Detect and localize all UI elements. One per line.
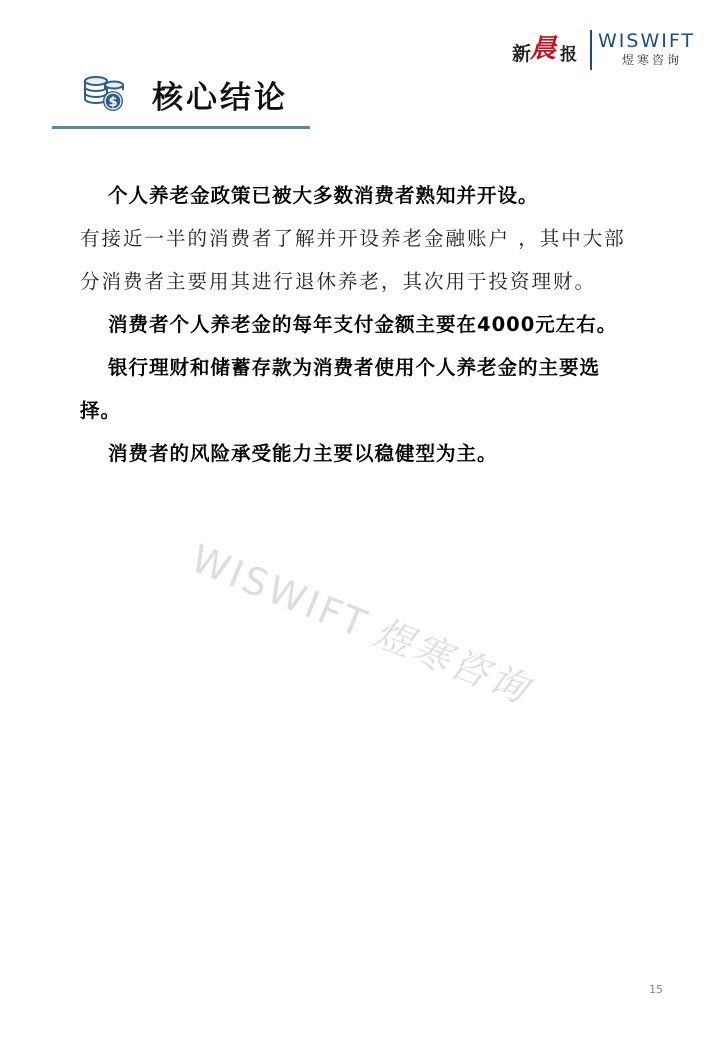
coins-dollar-icon (82, 74, 128, 114)
wiswift-logo-cn: 煜寒咨询 (622, 53, 683, 67)
page-number: 15 (649, 983, 663, 996)
logo-divider (590, 30, 592, 70)
wiswift-logo (598, 30, 698, 68)
conclusion-paragraph-4: 银行理财和储蓄存款为消费者使用个人养老金的主要选择。 (80, 356, 601, 422)
conclusion-list (80, 174, 640, 475)
watermark (184, 528, 539, 714)
conclusion-paragraph-3: 消费者个人养老金的每年支付金额主要在4000元左右。 (108, 313, 618, 336)
svg-text:$: $ (108, 95, 118, 110)
svg-text:晨: 晨 (530, 34, 557, 64)
conclusion-paragraph-1: 个人养老金政策已被大多数消费者熟知并开设。 (108, 184, 539, 207)
conclusion-paragraph-2: 有接近一半的消费者了解并开设养老金融账户 ，其中大部分消费者主要用其进行退休养老，其次用于投资理财。 (80, 227, 626, 293)
wiswift-logo-en: WISWIFT (598, 30, 696, 52)
svg-text:报: 报 (560, 45, 577, 65)
title-underline (52, 126, 310, 129)
watermark-cn: 煜寒咨询 (367, 610, 537, 713)
xinchenbao-logo (512, 30, 582, 66)
watermark-en: WISWIFT (185, 536, 376, 648)
section-title: 核心结论 (152, 80, 288, 116)
svg-text:新: 新 (512, 43, 532, 65)
conclusion-paragraph-5: 消费者的风险承受能力主要以稳健型为主。 (108, 442, 498, 465)
